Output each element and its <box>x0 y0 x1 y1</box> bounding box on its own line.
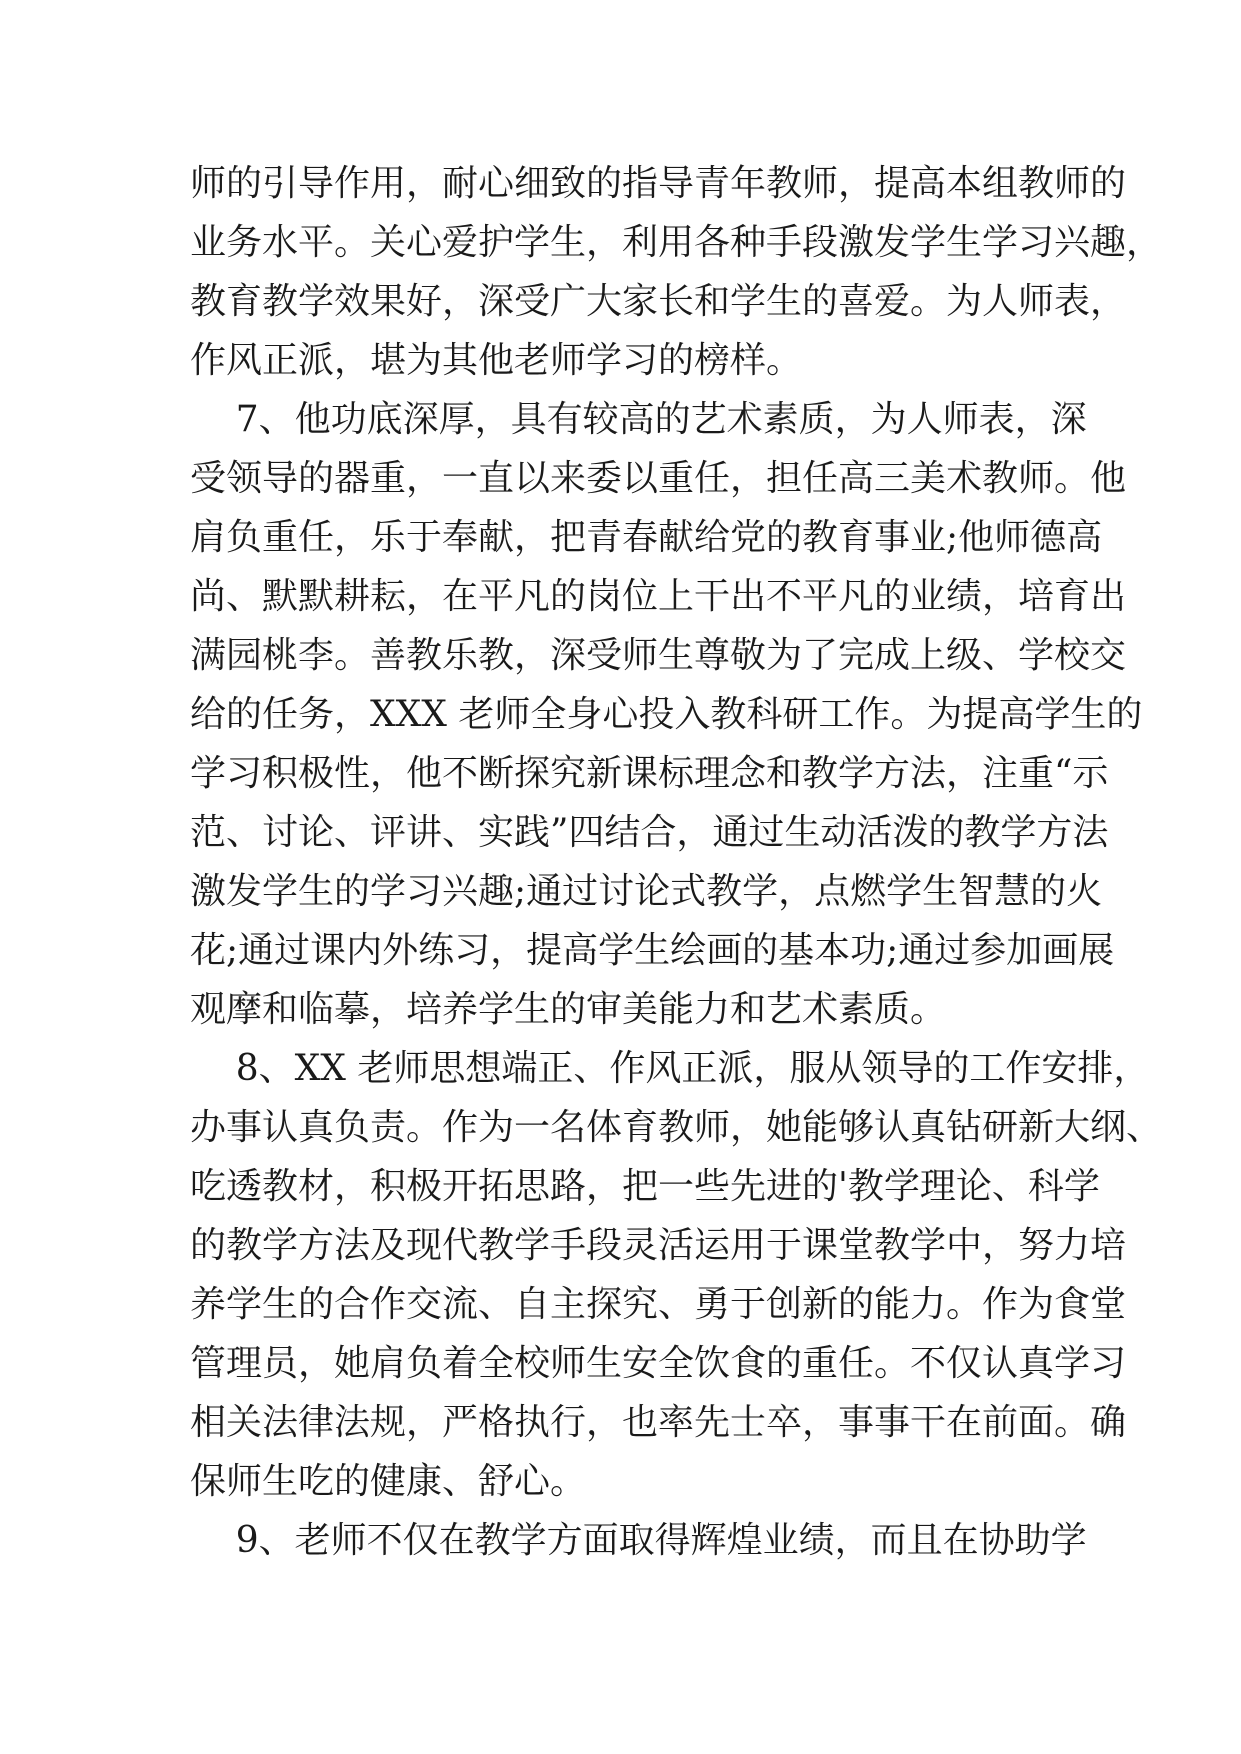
text-line: 教育教学效果好，深受广大家长和学生的喜爱。为人师表， <box>190 281 1127 322</box>
text-line: 受领导的器重，一直以来委以重任，担任高三美术教师。他 <box>190 458 1127 499</box>
text-line: 业务水平。关心爱护学生，利用各种手段激发学生学习兴趣， <box>190 222 1163 263</box>
text-line: 师的引导作用，耐心细致的指导青年教师，提高本组教师的 <box>190 163 1127 204</box>
text-line: 养学生的合作交流、自主探究、勇于创新的能力。作为食堂 <box>190 1284 1127 1325</box>
text-line: 相关法律法规，严格执行，也率先士卒，事事干在前面。确 <box>190 1402 1127 1443</box>
text-line: 激发学生的学习兴趣;通过讨论式教学，点燃学生智慧的火 <box>190 871 1103 912</box>
text-line: 花;通过课内外练习，提高学生绘画的基本功;通过参加画展 <box>190 930 1115 971</box>
text-line: 办事认真负责。作为一名体育教师，她能够认真钻研新大纲、 <box>190 1107 1163 1148</box>
text-line: 范、讨论、评讲、实践”四结合，通过生动活泼的教学方法 <box>190 812 1109 853</box>
text-line: 观摩和临摹，培养学生的审美能力和艺术素质。 <box>190 989 947 1030</box>
text-line: 学习积极性，他不断探究新课标理念和教学方法，注重“示 <box>190 753 1109 794</box>
text-line: 7、他功底深厚，具有较高的艺术素质，为人师表，深 <box>190 399 1087 440</box>
text-line: 9、老师不仅在教学方面取得辉煌业绩，而且在协助学 <box>190 1520 1087 1561</box>
text-line: 肩负重任，乐于奉献，把青春献给党的教育事业;他师德高 <box>190 517 1103 558</box>
text-line: 保师生吃的健康、舒心。 <box>190 1461 587 1502</box>
document-body-text <box>190 154 1163 1570</box>
text-line: 的教学方法及现代教学手段灵活运用于课堂教学中，努力培 <box>190 1225 1127 1266</box>
text-line: 作风正派，堪为其他老师学习的榜样。 <box>190 340 803 381</box>
text-line: 管理员，她肩负着全校师生安全饮食的重任。不仅认真学习 <box>190 1343 1127 1384</box>
text-line: 给的任务，XXX 老师全身心投入教科研工作。为提高学生的 <box>190 694 1143 735</box>
text-line: 8、XX 老师思想端正、作风正派，服从领导的工作安排， <box>190 1048 1150 1089</box>
text-line: 满园桃李。善教乐教，深受师生尊敬为了完成上级、学校交 <box>190 635 1127 676</box>
text-line: 尚、默默耕耘，在平凡的岗位上干出不平凡的业绩，培育出 <box>190 576 1127 617</box>
text-line: 吃透教材，积极开拓思路，把一些先进的'教学理论、科学 <box>190 1166 1100 1207</box>
